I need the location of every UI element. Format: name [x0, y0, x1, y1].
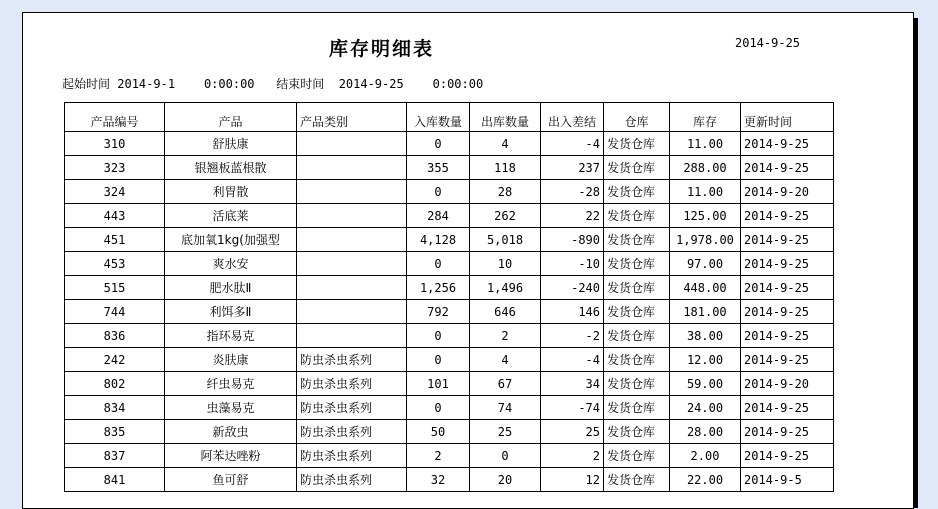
cell-product: 指环易克	[165, 324, 297, 348]
start-label: 起始时间	[62, 77, 111, 91]
cell-out-qty: 10	[470, 252, 541, 276]
cell-stock: 11.00	[670, 180, 741, 204]
cell-category: 防虫杀虫系列	[297, 396, 407, 420]
cell-in-qty: 284	[407, 204, 470, 228]
cell-product: 新敌虫	[165, 420, 297, 444]
table-row	[65, 132, 834, 156]
header-category: 产品类别	[297, 103, 407, 132]
cell-diff: 22	[541, 204, 604, 228]
cell-out-qty: 67	[470, 372, 541, 396]
cell-updated: 2014-9-25	[741, 228, 834, 252]
table-row	[65, 276, 834, 300]
cell-updated: 2014-9-20	[741, 180, 834, 204]
date-range	[62, 75, 483, 92]
cell-product-code: 834	[65, 396, 165, 420]
table-row	[65, 420, 834, 444]
table-row	[65, 252, 834, 276]
cell-warehouse: 发货仓库	[604, 348, 670, 372]
cell-stock: 125.00	[670, 204, 741, 228]
cell-updated: 2014-9-25	[741, 276, 834, 300]
cell-in-qty: 0	[407, 396, 470, 420]
cell-product: 爽水安	[165, 252, 297, 276]
cell-warehouse: 发货仓库	[604, 228, 670, 252]
cell-in-qty: 792	[407, 300, 470, 324]
cell-stock: 59.00	[670, 372, 741, 396]
cell-diff: -28	[541, 180, 604, 204]
end-date: 2014-9-25	[338, 77, 404, 91]
cell-stock: 12.00	[670, 348, 741, 372]
cell-updated: 2014-9-25	[741, 324, 834, 348]
cell-product-code: 324	[65, 180, 165, 204]
cell-out-qty: 20	[470, 468, 541, 492]
cell-diff: 146	[541, 300, 604, 324]
table-row	[65, 372, 834, 396]
cell-stock: 28.00	[670, 420, 741, 444]
table-row	[65, 468, 834, 492]
header-warehouse: 仓库	[604, 103, 670, 132]
report-title: 库存明细表	[329, 38, 435, 60]
cell-diff: -4	[541, 348, 604, 372]
cell-product: 阿苯达唑粉	[165, 444, 297, 468]
table-row	[65, 324, 834, 348]
header-product: 产品	[165, 103, 297, 132]
cell-product: 炎肤康	[165, 348, 297, 372]
header-out-qty: 出库数量	[470, 103, 541, 132]
table-row	[65, 300, 834, 324]
cell-product: 纤虫易克	[165, 372, 297, 396]
cell-in-qty: 50	[407, 420, 470, 444]
cell-in-qty: 0	[407, 252, 470, 276]
cell-stock: 11.00	[670, 132, 741, 156]
cell-out-qty: 0	[470, 444, 541, 468]
cell-updated: 2014-9-25	[741, 348, 834, 372]
table-row	[65, 204, 834, 228]
start-date: 2014-9-1	[117, 77, 176, 91]
cell-diff: 12	[541, 468, 604, 492]
cell-updated: 2014-9-25	[741, 444, 834, 468]
cell-in-qty: 0	[407, 132, 470, 156]
cell-updated: 2014-9-25	[741, 300, 834, 324]
cell-diff: 34	[541, 372, 604, 396]
cell-warehouse: 发货仓库	[604, 156, 670, 180]
end-label: 结束时间	[276, 77, 325, 91]
cell-warehouse: 发货仓库	[604, 444, 670, 468]
cell-category	[297, 252, 407, 276]
cell-product-code: 835	[65, 420, 165, 444]
cell-warehouse: 发货仓库	[604, 252, 670, 276]
cell-out-qty: 646	[470, 300, 541, 324]
cell-out-qty: 4	[470, 348, 541, 372]
cell-product-code: 841	[65, 468, 165, 492]
cell-updated: 2014-9-25	[741, 420, 834, 444]
cell-in-qty: 0	[407, 348, 470, 372]
cell-diff: -74	[541, 396, 604, 420]
cell-category	[297, 300, 407, 324]
header-product-code: 产品编号	[65, 103, 165, 132]
cell-out-qty: 118	[470, 156, 541, 180]
cell-out-qty: 28	[470, 180, 541, 204]
cell-product: 鱼可舒	[165, 468, 297, 492]
cell-category	[297, 180, 407, 204]
start-time: 0:00:00	[203, 77, 255, 91]
cell-category	[297, 132, 407, 156]
cell-category	[297, 156, 407, 180]
cell-stock: 22.00	[670, 468, 741, 492]
table-row	[65, 180, 834, 204]
cell-updated: 2014-9-25	[741, 396, 834, 420]
cell-stock: 288.00	[670, 156, 741, 180]
cell-out-qty: 5,018	[470, 228, 541, 252]
cell-product: 银翘板蓝根散	[165, 156, 297, 180]
table-row	[65, 228, 834, 252]
cell-stock: 181.00	[670, 300, 741, 324]
cell-diff: 237	[541, 156, 604, 180]
table-row	[65, 444, 834, 468]
print-date: 2014-9-25	[735, 36, 801, 50]
cell-diff: -10	[541, 252, 604, 276]
cell-warehouse: 发货仓库	[604, 276, 670, 300]
cell-category	[297, 276, 407, 300]
cell-out-qty: 2	[470, 324, 541, 348]
cell-warehouse: 发货仓库	[604, 372, 670, 396]
cell-product-code: 515	[65, 276, 165, 300]
cell-updated: 2014-9-25	[741, 252, 834, 276]
cell-product-code: 836	[65, 324, 165, 348]
table-row	[65, 348, 834, 372]
cell-stock: 448.00	[670, 276, 741, 300]
cell-out-qty: 4	[470, 132, 541, 156]
header-updated: 更新时间	[741, 103, 834, 132]
cell-warehouse: 发货仓库	[604, 468, 670, 492]
cell-product-code: 242	[65, 348, 165, 372]
cell-product-code: 453	[65, 252, 165, 276]
cell-in-qty: 4,128	[407, 228, 470, 252]
cell-product-code: 451	[65, 228, 165, 252]
cell-stock: 1,978.00	[670, 228, 741, 252]
cell-diff: 25	[541, 420, 604, 444]
cell-in-qty: 32	[407, 468, 470, 492]
cell-product: 利饵多Ⅱ	[165, 300, 297, 324]
cell-product: 活底莱	[165, 204, 297, 228]
cell-updated: 2014-9-20	[741, 372, 834, 396]
cell-product: 利胃散	[165, 180, 297, 204]
cell-updated: 2014-9-25	[741, 132, 834, 156]
cell-out-qty: 262	[470, 204, 541, 228]
cell-category: 防虫杀虫系列	[297, 420, 407, 444]
cell-out-qty: 25	[470, 420, 541, 444]
cell-category: 防虫杀虫系列	[297, 348, 407, 372]
cell-in-qty: 1,256	[407, 276, 470, 300]
header-in-qty: 入库数量	[407, 103, 470, 132]
cell-warehouse: 发货仓库	[604, 180, 670, 204]
header-stock: 库存	[670, 103, 741, 132]
cell-stock: 24.00	[670, 396, 741, 420]
table-row	[65, 396, 834, 420]
cell-stock: 2.00	[670, 444, 741, 468]
cell-in-qty: 355	[407, 156, 470, 180]
inventory-table	[64, 102, 834, 492]
end-time: 0:00:00	[432, 77, 484, 91]
cell-warehouse: 发货仓库	[604, 300, 670, 324]
cell-product: 底加氧1kg(加强型	[165, 228, 297, 252]
cell-warehouse: 发货仓库	[604, 420, 670, 444]
cell-warehouse: 发货仓库	[604, 204, 670, 228]
cell-category: 防虫杀虫系列	[297, 468, 407, 492]
cell-warehouse: 发货仓库	[604, 132, 670, 156]
cell-in-qty: 101	[407, 372, 470, 396]
cell-updated: 2014-9-5	[741, 468, 834, 492]
cell-product: 虫藻易克	[165, 396, 297, 420]
cell-product: 舒肤康	[165, 132, 297, 156]
cell-updated: 2014-9-25	[741, 204, 834, 228]
cell-in-qty: 0	[407, 324, 470, 348]
cell-warehouse: 发货仓库	[604, 324, 670, 348]
table-row	[65, 156, 834, 180]
cell-category	[297, 324, 407, 348]
cell-out-qty: 74	[470, 396, 541, 420]
cell-stock: 38.00	[670, 324, 741, 348]
cell-product-code: 744	[65, 300, 165, 324]
cell-diff: -240	[541, 276, 604, 300]
cell-product-code: 310	[65, 132, 165, 156]
table-header-row	[65, 103, 834, 132]
cell-diff: -890	[541, 228, 604, 252]
cell-category: 防虫杀虫系列	[297, 372, 407, 396]
cell-updated: 2014-9-25	[741, 156, 834, 180]
cell-category	[297, 228, 407, 252]
cell-stock: 97.00	[670, 252, 741, 276]
cell-diff: -2	[541, 324, 604, 348]
cell-product-code: 837	[65, 444, 165, 468]
cell-in-qty: 0	[407, 180, 470, 204]
cell-warehouse: 发货仓库	[604, 396, 670, 420]
cell-product: 肥水肽Ⅱ	[165, 276, 297, 300]
cell-product-code: 323	[65, 156, 165, 180]
cell-in-qty: 2	[407, 444, 470, 468]
cell-diff: -4	[541, 132, 604, 156]
cell-diff: 2	[541, 444, 604, 468]
header-diff: 出入差结	[541, 103, 604, 132]
cell-product-code: 443	[65, 204, 165, 228]
cell-product-code: 802	[65, 372, 165, 396]
cell-out-qty: 1,496	[470, 276, 541, 300]
cell-category	[297, 204, 407, 228]
cell-category: 防虫杀虫系列	[297, 444, 407, 468]
